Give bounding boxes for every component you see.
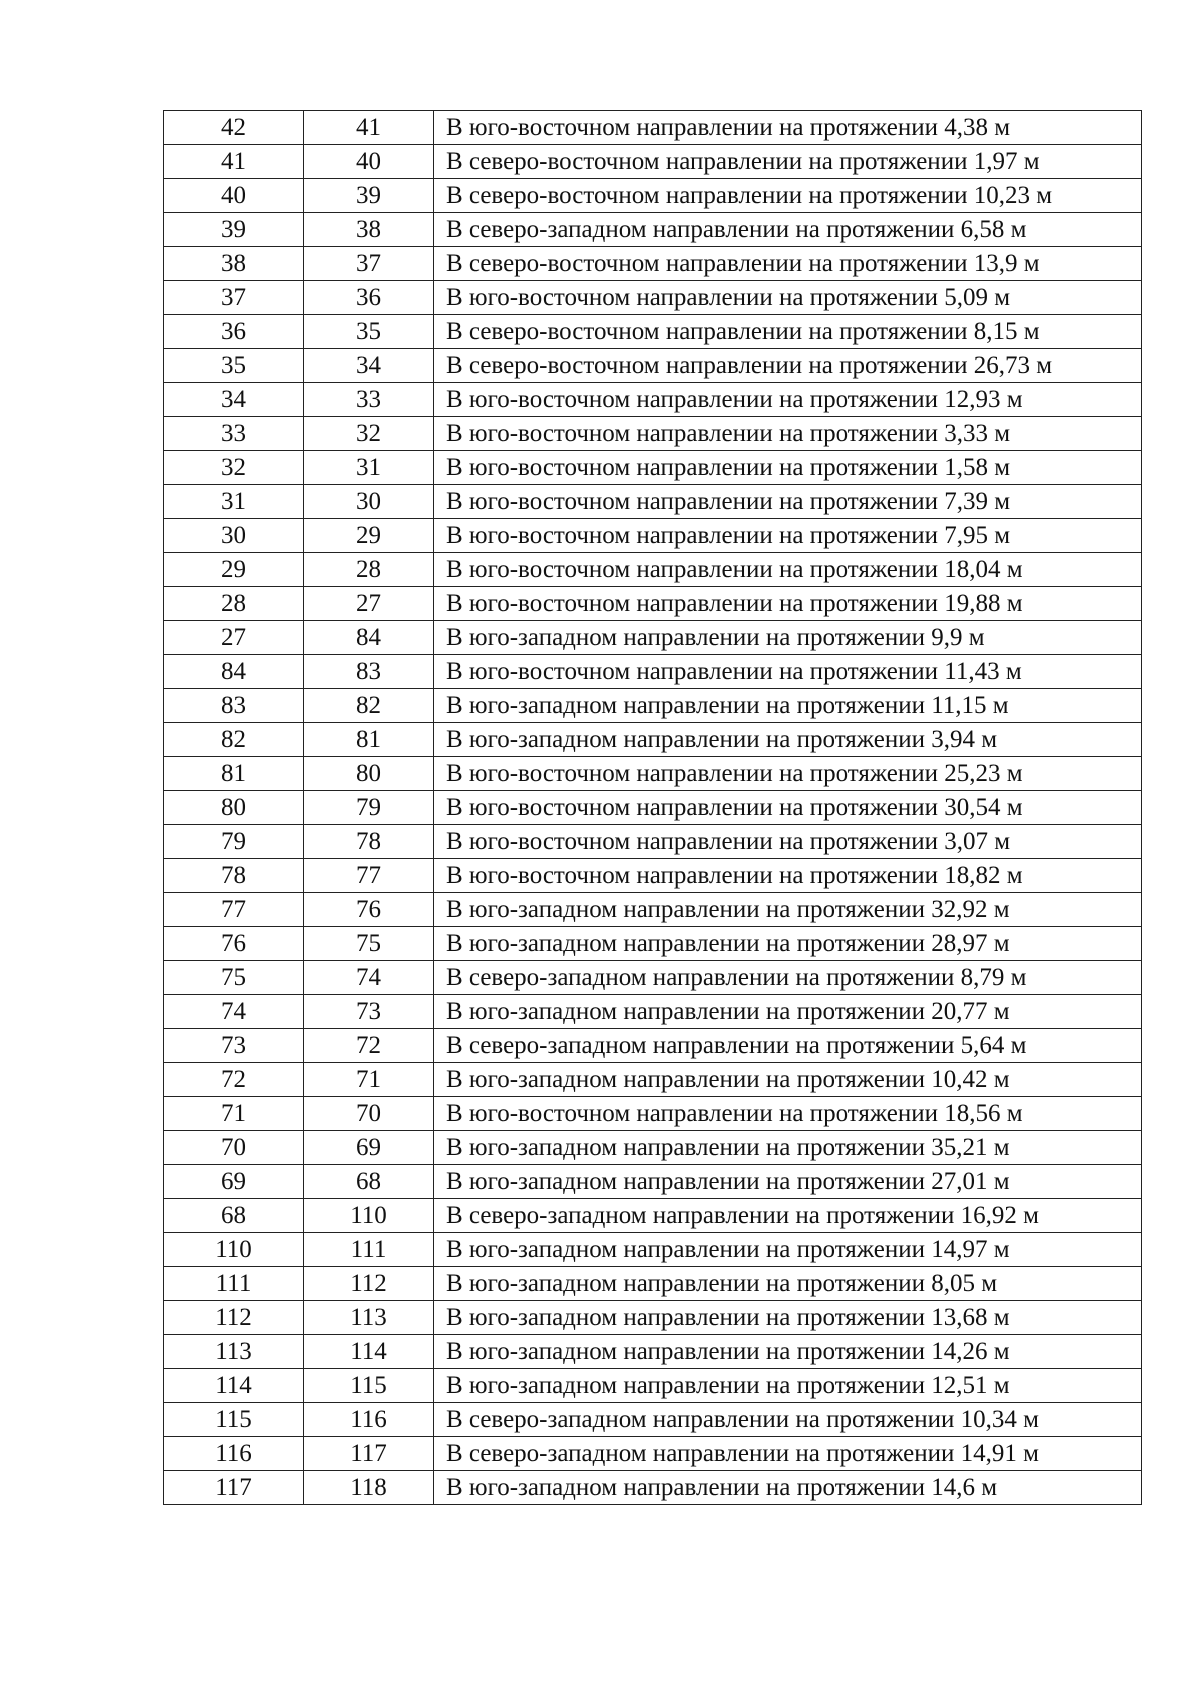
from-point-cell: 34 xyxy=(164,383,304,417)
table-row xyxy=(164,791,1142,825)
table-row xyxy=(164,451,1142,485)
from-point-cell: 72 xyxy=(164,1063,304,1097)
to-point-cell: 33 xyxy=(304,383,434,417)
table-row xyxy=(164,1301,1142,1335)
from-point-cell: 32 xyxy=(164,451,304,485)
from-point-cell: 81 xyxy=(164,757,304,791)
to-point-cell: 110 xyxy=(304,1199,434,1233)
to-point-cell: 84 xyxy=(304,621,434,655)
to-point-cell: 75 xyxy=(304,927,434,961)
direction-cell: В юго-западном направлении на протяжении 14,6 м xyxy=(434,1471,1142,1505)
to-point-cell: 37 xyxy=(304,247,434,281)
to-point-cell: 29 xyxy=(304,519,434,553)
to-point-cell: 39 xyxy=(304,179,434,213)
table-row xyxy=(164,213,1142,247)
from-point-cell: 84 xyxy=(164,655,304,689)
table-row xyxy=(164,689,1142,723)
to-point-cell: 116 xyxy=(304,1403,434,1437)
from-point-cell: 114 xyxy=(164,1369,304,1403)
table-row xyxy=(164,1471,1142,1505)
from-point-cell: 28 xyxy=(164,587,304,621)
from-point-cell: 111 xyxy=(164,1267,304,1301)
table-row xyxy=(164,1437,1142,1471)
to-point-cell: 74 xyxy=(304,961,434,995)
from-point-cell: 39 xyxy=(164,213,304,247)
from-point-cell: 38 xyxy=(164,247,304,281)
from-point-cell: 37 xyxy=(164,281,304,315)
from-point-cell: 112 xyxy=(164,1301,304,1335)
to-point-cell: 38 xyxy=(304,213,434,247)
from-point-cell: 82 xyxy=(164,723,304,757)
direction-cell: В северо-западном направлении на протяжении 6,58 м xyxy=(434,213,1142,247)
table-row xyxy=(164,1369,1142,1403)
to-point-cell: 27 xyxy=(304,587,434,621)
direction-cell: В юго-восточном направлении на протяжении 7,95 м xyxy=(434,519,1142,553)
table-body xyxy=(164,111,1142,1505)
to-point-cell: 76 xyxy=(304,893,434,927)
direction-cell: В юго-восточном направлении на протяжении 3,33 м xyxy=(434,417,1142,451)
table-row xyxy=(164,145,1142,179)
from-point-cell: 110 xyxy=(164,1233,304,1267)
table-row xyxy=(164,383,1142,417)
to-point-cell: 32 xyxy=(304,417,434,451)
from-point-cell: 74 xyxy=(164,995,304,1029)
direction-cell: В юго-восточном направлении на протяжении 7,39 м xyxy=(434,485,1142,519)
to-point-cell: 81 xyxy=(304,723,434,757)
direction-cell: В северо-восточном направлении на протяжении 8,15 м xyxy=(434,315,1142,349)
direction-cell: В юго-восточном направлении на протяжении 18,82 м xyxy=(434,859,1142,893)
table-row xyxy=(164,961,1142,995)
from-point-cell: 30 xyxy=(164,519,304,553)
table-row xyxy=(164,1199,1142,1233)
direction-cell: В юго-западном направлении на протяжении 27,01 м xyxy=(434,1165,1142,1199)
from-point-cell: 83 xyxy=(164,689,304,723)
to-point-cell: 82 xyxy=(304,689,434,723)
from-point-cell: 41 xyxy=(164,145,304,179)
to-point-cell: 30 xyxy=(304,485,434,519)
table-row xyxy=(164,655,1142,689)
direction-cell: В северо-восточном направлении на протяжении 1,97 м xyxy=(434,145,1142,179)
from-point-cell: 78 xyxy=(164,859,304,893)
table-row xyxy=(164,247,1142,281)
to-point-cell: 35 xyxy=(304,315,434,349)
to-point-cell: 115 xyxy=(304,1369,434,1403)
direction-cell: В юго-западном направлении на протяжении 11,15 м xyxy=(434,689,1142,723)
from-point-cell: 77 xyxy=(164,893,304,927)
table-row xyxy=(164,179,1142,213)
from-point-cell: 27 xyxy=(164,621,304,655)
from-point-cell: 35 xyxy=(164,349,304,383)
table-row xyxy=(164,485,1142,519)
table-row xyxy=(164,723,1142,757)
table-row xyxy=(164,1403,1142,1437)
direction-cell: В юго-восточном направлении на протяжении 11,43 м xyxy=(434,655,1142,689)
direction-cell: В северо-западном направлении на протяжении 16,92 м xyxy=(434,1199,1142,1233)
table-row xyxy=(164,1233,1142,1267)
direction-cell: В юго-западном направлении на протяжении 28,97 м xyxy=(434,927,1142,961)
direction-cell: В северо-западном направлении на протяжении 14,91 м xyxy=(434,1437,1142,1471)
direction-cell: В северо-восточном направлении на протяжении 10,23 м xyxy=(434,179,1142,213)
to-point-cell: 34 xyxy=(304,349,434,383)
direction-cell: В юго-западном направлении на протяжении 8,05 м xyxy=(434,1267,1142,1301)
to-point-cell: 79 xyxy=(304,791,434,825)
from-point-cell: 75 xyxy=(164,961,304,995)
from-point-cell: 79 xyxy=(164,825,304,859)
table-row xyxy=(164,825,1142,859)
from-point-cell: 69 xyxy=(164,1165,304,1199)
table-row xyxy=(164,1165,1142,1199)
from-point-cell: 42 xyxy=(164,111,304,145)
table-row xyxy=(164,757,1142,791)
to-point-cell: 31 xyxy=(304,451,434,485)
from-point-cell: 36 xyxy=(164,315,304,349)
direction-cell: В юго-восточном направлении на протяжении 5,09 м xyxy=(434,281,1142,315)
table-row xyxy=(164,587,1142,621)
from-point-cell: 116 xyxy=(164,1437,304,1471)
from-point-cell: 71 xyxy=(164,1097,304,1131)
to-point-cell: 111 xyxy=(304,1233,434,1267)
direction-cell: В юго-восточном направлении на протяжении 18,04 м xyxy=(434,553,1142,587)
to-point-cell: 73 xyxy=(304,995,434,1029)
direction-cell: В северо-западном направлении на протяжении 8,79 м xyxy=(434,961,1142,995)
to-point-cell: 118 xyxy=(304,1471,434,1505)
from-point-cell: 40 xyxy=(164,179,304,213)
to-point-cell: 78 xyxy=(304,825,434,859)
table-row xyxy=(164,519,1142,553)
table-row xyxy=(164,927,1142,961)
direction-cell: В юго-восточном направлении на протяжении 3,07 м xyxy=(434,825,1142,859)
direction-cell: В юго-западном направлении на протяжении 20,77 м xyxy=(434,995,1142,1029)
to-point-cell: 114 xyxy=(304,1335,434,1369)
direction-cell: В юго-западном направлении на протяжении 32,92 м xyxy=(434,893,1142,927)
to-point-cell: 69 xyxy=(304,1131,434,1165)
direction-cell: В юго-западном направлении на протяжении 14,97 м xyxy=(434,1233,1142,1267)
from-point-cell: 31 xyxy=(164,485,304,519)
direction-cell: В юго-восточном направлении на протяжении 12,93 м xyxy=(434,383,1142,417)
table-row xyxy=(164,111,1142,145)
direction-cell: В юго-восточном направлении на протяжении 30,54 м xyxy=(434,791,1142,825)
direction-cell: В юго-западном направлении на протяжении 12,51 м xyxy=(434,1369,1142,1403)
table-row xyxy=(164,995,1142,1029)
from-point-cell: 73 xyxy=(164,1029,304,1063)
from-point-cell: 33 xyxy=(164,417,304,451)
to-point-cell: 71 xyxy=(304,1063,434,1097)
to-point-cell: 68 xyxy=(304,1165,434,1199)
table-row xyxy=(164,893,1142,927)
table-row xyxy=(164,1131,1142,1165)
direction-cell: В юго-западном направлении на протяжении 3,94 м xyxy=(434,723,1142,757)
to-point-cell: 80 xyxy=(304,757,434,791)
to-point-cell: 41 xyxy=(304,111,434,145)
to-point-cell: 36 xyxy=(304,281,434,315)
table-row xyxy=(164,1029,1142,1063)
from-point-cell: 117 xyxy=(164,1471,304,1505)
direction-cell: В северо-западном направлении на протяжении 5,64 м xyxy=(434,1029,1142,1063)
direction-cell: В юго-западном направлении на протяжении 35,21 м xyxy=(434,1131,1142,1165)
to-point-cell: 72 xyxy=(304,1029,434,1063)
from-point-cell: 113 xyxy=(164,1335,304,1369)
direction-cell: В юго-восточном направлении на протяжении 4,38 м xyxy=(434,111,1142,145)
boundary-table xyxy=(163,110,1142,1505)
table-row xyxy=(164,315,1142,349)
to-point-cell: 77 xyxy=(304,859,434,893)
to-point-cell: 113 xyxy=(304,1301,434,1335)
from-point-cell: 115 xyxy=(164,1403,304,1437)
from-point-cell: 76 xyxy=(164,927,304,961)
direction-cell: В северо-восточном направлении на протяжении 13,9 м xyxy=(434,247,1142,281)
direction-cell: В северо-западном направлении на протяжении 10,34 м xyxy=(434,1403,1142,1437)
to-point-cell: 40 xyxy=(304,145,434,179)
from-point-cell: 29 xyxy=(164,553,304,587)
table-row xyxy=(164,1063,1142,1097)
direction-cell: В юго-восточном направлении на протяжении 25,23 м xyxy=(434,757,1142,791)
from-point-cell: 68 xyxy=(164,1199,304,1233)
direction-cell: В юго-восточном направлении на протяжении 18,56 м xyxy=(434,1097,1142,1131)
direction-cell: В юго-западном направлении на протяжении 9,9 м xyxy=(434,621,1142,655)
direction-cell: В юго-восточном направлении на протяжении 1,58 м xyxy=(434,451,1142,485)
direction-cell: В юго-восточном направлении на протяжении 19,88 м xyxy=(434,587,1142,621)
table-row xyxy=(164,1267,1142,1301)
to-point-cell: 117 xyxy=(304,1437,434,1471)
table-row xyxy=(164,417,1142,451)
table-row xyxy=(164,281,1142,315)
direction-cell: В юго-западном направлении на протяжении 10,42 м xyxy=(434,1063,1142,1097)
table-row xyxy=(164,859,1142,893)
to-point-cell: 83 xyxy=(304,655,434,689)
to-point-cell: 112 xyxy=(304,1267,434,1301)
table-row xyxy=(164,1335,1142,1369)
from-point-cell: 70 xyxy=(164,1131,304,1165)
from-point-cell: 80 xyxy=(164,791,304,825)
table-row xyxy=(164,553,1142,587)
table-row xyxy=(164,1097,1142,1131)
to-point-cell: 28 xyxy=(304,553,434,587)
table-row xyxy=(164,621,1142,655)
direction-cell: В юго-западном направлении на протяжении 13,68 м xyxy=(434,1301,1142,1335)
direction-cell: В северо-восточном направлении на протяжении 26,73 м xyxy=(434,349,1142,383)
direction-cell: В юго-западном направлении на протяжении 14,26 м xyxy=(434,1335,1142,1369)
to-point-cell: 70 xyxy=(304,1097,434,1131)
table-row xyxy=(164,349,1142,383)
